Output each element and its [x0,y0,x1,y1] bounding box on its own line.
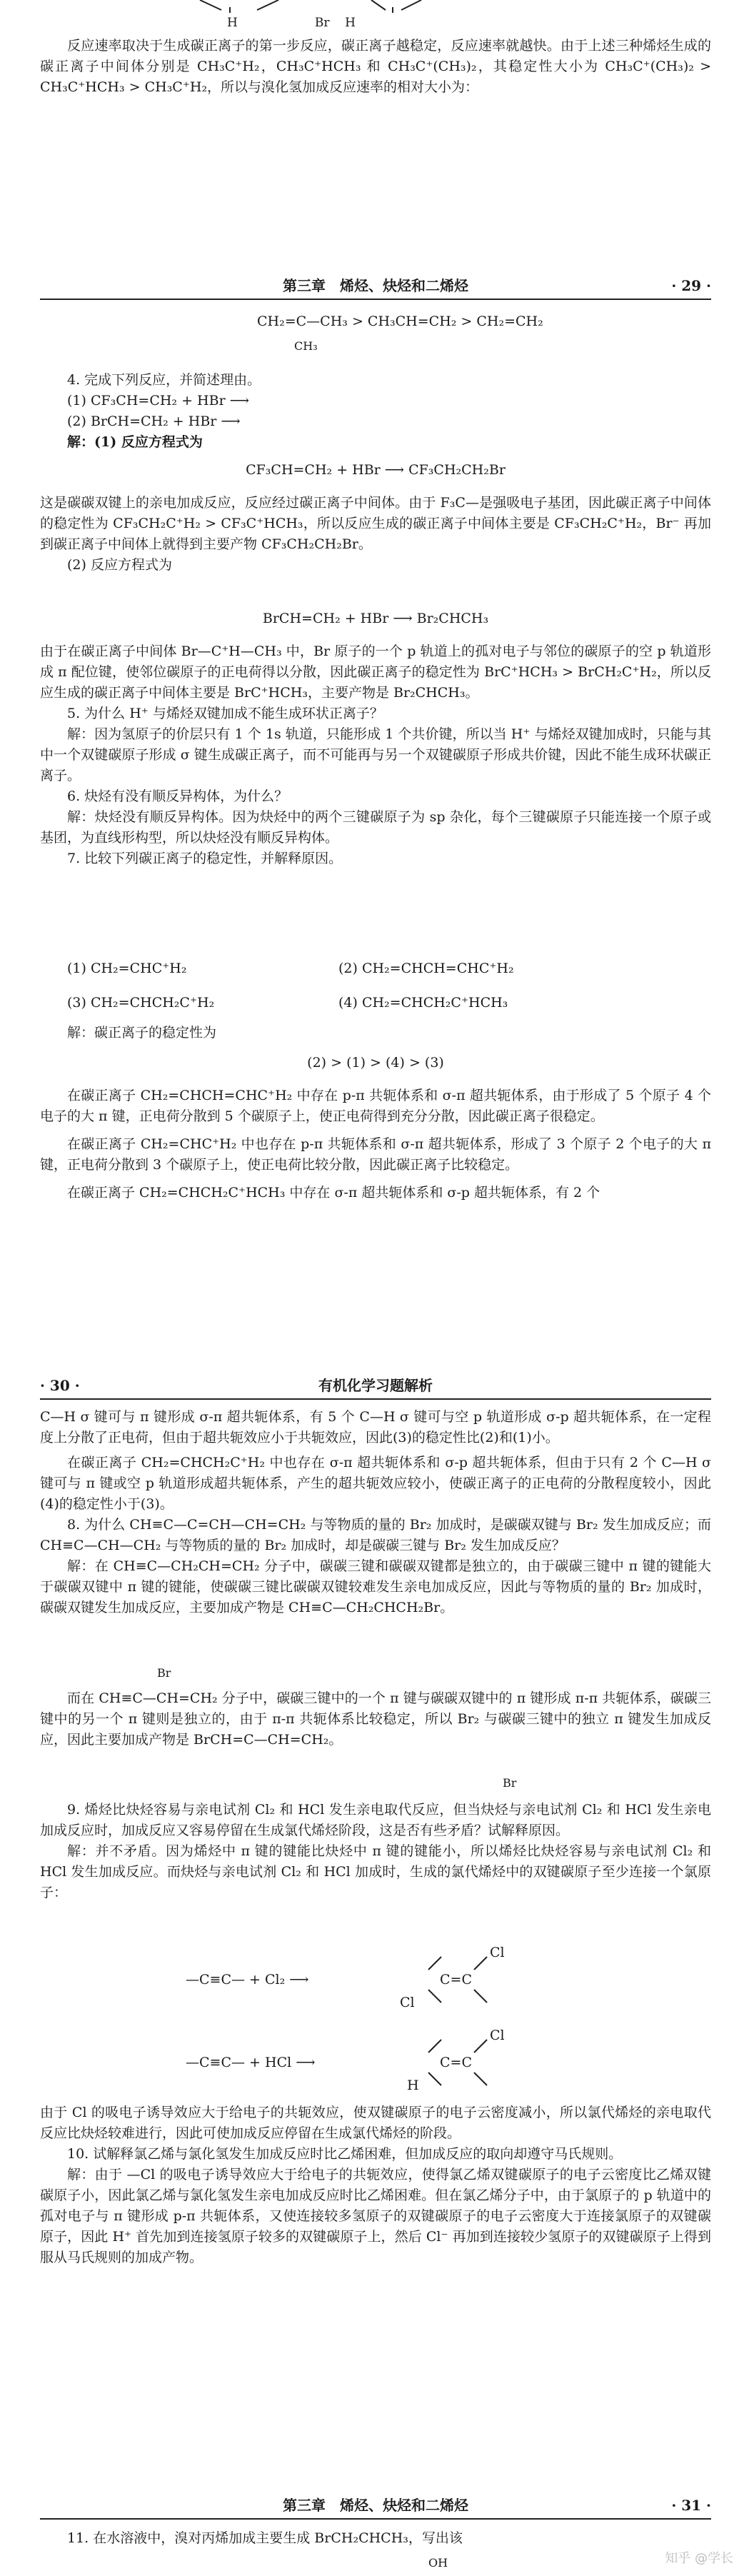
paragraph: 这是碳碳双键上的亲电加成反应，反应经过碳正离子中间体。由于 F₃C—是强吸电子基团，因此碳正离子中间体的稳定性为 CF₃CH₂C⁺H₂ > CF₃C⁺HCH₃，所以反应生成的碳正离子中间体主要是 CF₃CH₂C⁺H₂，Br⁻ 再加到碳正离子中间体上就得到主要产物 CF₃CH₂CH₂Br。 [40,495,711,552]
bromine-substituent: Br [503,1776,517,1790]
hydroxyl-substituent: OH [428,2556,448,2570]
question-8: 8. 为什么 CH≡C—C=CH—CH=CH₂ 与等物质的量的 Br₂ 加成时，是碳碳双键与 Br₂ 发生加成反应；而 CH≡C—CH—CH₂ 与等物质的量的 Br₂ 加成时，却是碳碳三键与 Br₂ 发生加成反应？ [40,1517,711,1553]
reaction-1-reactants: —C≡C— + Cl₂ ⟶ [186,1972,309,1988]
page29-body-b [40,493,711,576]
solution-4-1: 解：(1) 反应方程式为 [67,434,203,450]
paragraph: 由于在碳正离子中间体 Br—C⁺H—CH₃ 中，Br 原子的一个 p 轨道上的孤对电子与邻位的碳原子的空 p 轨道形成 π 配位键，使邻位碳原子的正电荷得以分散，因此碳正离子的稳定性为 BrC⁺HCH₃ > BrCH₂C⁺H₂，所以反应生成的碳正离子中间体主要是 BrC⁺HCH₃，主要产物是 Br₂CHCH₃。 [40,643,711,701]
watermark: 知乎 @学长 [665,2551,733,2566]
paragraph: 反应速率取决于生成碳正离子的第一步反应，碳正离子越稳定，反应速率就越快。由于上述三种烯烃生成的碳正离子中间体分别是 CH₃C⁺H₂，CH₃C⁺HCH₃ 和 CH₃C⁺(CH₃)₂，其稳定性大小为 CH₃C⁺(CH₃)₂ > CH₃C⁺HCH₃ > CH₃C⁺H₂，所以与溴化氢加成反应速率的相对大小为： [40,38,711,95]
carbocation-1: (1) CH₂=CHC⁺H₂ [67,961,187,976]
answer-7-head [40,1023,711,1043]
carbocation-3: (3) CH₂=CHCH₂C⁺H₂ [67,995,215,1011]
chlorine-top: Cl [490,1945,505,1960]
chapter-title: 第三章 烯烃、炔烃和二烯烃 [283,2497,468,2514]
chlorine-top: Cl [490,2028,505,2043]
page-gap [0,1286,749,1368]
paragraph: 在碳正离子 CH₂=CHCH=CHC⁺H₂ 中存在 p-π 共轭体系和 σ-π 超共轭体系，由于形成了 5 个原子 4 个电子的大 π 键，正电荷分散到 5 个碳原子上，使正电荷得到充分分散，因此碳正离子很稳定。 [40,1088,711,1124]
hydrogen-bottom: H [407,2078,419,2093]
reactivity-order: CH₂=C—CH₃ > CH₃CH=CH₂ > CH₂=CH₂ [257,314,543,329]
question-7: 7. 比较下列碳正离子的稳定性，并解释原因。 [67,851,343,866]
answer-5: 解：因为氢原子的价层只有 1 个 1s 轨道，只能形成 1 个共价键，所以当 H⁺ 与烯烃双键加成时，只能与其中一个双键碳原子形成 σ 键生成碳正离子，而不可能再与另一个双键碳原子形成共价键，因此不能生成环状碳正离子。 [40,726,711,783]
page30-body-c [40,1800,711,1903]
page-number: · 31 · [671,2497,711,2514]
dichloroalkene-bonds [400,1948,557,2013]
question-4-part-2: (2) BrCH=CH₂ + HBr ⟶ [67,414,241,429]
reaction-2-reactants: —C≡C— + HCl ⟶ [186,2055,316,2070]
paragraph: C—H σ 键可与 π 键形成 σ-π 超共轭体系，有 5 个 C—H σ 键可与空 p 轨道形成 σ-p 超共轭体系，在一定程度上分散了正电荷，但由于超共轭效应小于共轭效应，因此(3)的稳定性比(2)和(1)小。 [40,1409,711,1445]
page-gap [0,2382,749,2490]
carbocation-list [67,958,638,979]
header-rule [40,1398,711,1400]
double-bond-core: C=C [440,1972,472,1988]
page30-body-d [40,2103,711,2268]
page30-body-b [40,1688,711,1750]
page-number: · 29 · [671,277,711,294]
paragraph: 由于 Cl 的吸电子诱导效应大于给电子的共轭效应，使双键碳原子的电子云密度减小，所以氯代烯烃的亲电取代反应比炔烃较难进行，因此可使加成反应停留在生成氯代烯烃的阶段。 [40,2105,711,2141]
chapter-title: 第三章 烯烃、炔烃和二烯烃 [283,277,468,294]
top-paragraph [40,36,711,98]
page29-body-c [40,641,711,869]
page-number: · 30 · [40,1377,80,1394]
question-9: 9. 烯烃比炔烃容易与亲电试剂 Cl₂ 和 HCl 发生亲电取代反应，但当炔烃与亲电试剂 Cl₂ 和 HCl 发生亲电加成反应时，加成反应又容易停留在生成氯代烯烃阶段，这是否有些矛盾？试解释原因。 [40,1802,711,1838]
reactivity-order-substituent: CH₃ [294,339,318,353]
answer-8-part-2: 而在 CH≡C—CH=CH₂ 分子中，碳碳三键中的一个 π 键与碳碳双键中的 π 键形成 π-π 共轭体系，碳碳三键中的另一个 π 键则是独立的，由于 π-π 共轭体系比较稳定，所以 Br₂ 与碳碳三键中的独立 π 键发生加成反应，因此主要加成产物是 BrCH=C—CH=CH₂。 [40,1690,711,1748]
header-rule [40,299,711,300]
paragraph: 在碳正离子 CH₂=CHC⁺H₂ 中也存在 p-π 共轭体系和 σ-π 超共轭体系，形成了 3 个原子 2 个电子的大 π 键，正电荷分散到 3 个碳原子上，使正电荷比较分散，因此碳正离子比较稳定。 [40,1136,711,1173]
paragraph: 在碳正离子 CH₂=CHCH₂C⁺H₂ 中也存在 σ-π 超共轭体系和 σ-p 超共轭体系，但由于只有 2 个 C—H σ 键可与 π 键或空 p 轨道形成超共轭体系，产生的超共轭效应较小，使碳正离子的正电荷的分散程度较小，因此(4)的稳定性小于(3)。 [40,1455,711,1512]
answer-10: 解：由于 —Cl 的吸电子诱导效应大于给电子的共轭效应，使得氯乙烯双键碳原子的电子云密度比乙烯双键碳原子小，因此氯乙烯与氯化氢发生亲电加成反应时比乙烯困难。但在氯乙烯分子中，由于氯原子的 p 轨道中的孤对电子与 π 键形成 p-π 共轭体系，又使连接较多氢原子的双键碳原子的电子云密度大于连接氯原子的双键碳原子，因此 H⁺ 首先加到连接氢原子较多的双键碳原子上，然后 Cl⁻ 再加到连接较少氢原子的双键碳原子上得到服从马氏规则的加成产物。 [40,2167,711,2265]
question-4: 4. 完成下列反应，并简述理由。 [67,372,261,388]
chloroalkene-bonds [400,2031,557,2095]
question-11: 11. 在水溶液中，溴对丙烯加成主要生成 BrCH₂CHCH₃，写出该 [67,2530,463,2546]
equation-2: BrCH=CH₂ + HBr ⟶ Br₂CHCH₃ [262,611,489,626]
page30-body-a [40,1407,711,1618]
paragraph: 在碳正离子 CH₂=CHCH₂C⁺HCH₃ 中存在 σ-π 超共轭体系和 σ-p 超共轭体系，有 2 个 [67,1185,600,1201]
question-5: 5. 为什么 H⁺ 与烯烃双键加成不能生成环状正离子？ [67,706,383,721]
dichloroalkene-structure [400,1945,557,2013]
question-10: 10. 试解释氯乙烯与氯化氢发生加成反应时比乙烯困难，但加成反应的取向却遵守马氏规则。 [67,2146,623,2162]
stability-order: (2) > (1) > (4) > (3) [307,1055,444,1071]
carbocation-2: (2) CH₂=CHCH=CHC⁺H₂ [338,961,514,976]
answer-7-intro: 解：碳正离子的稳定性为 [67,1025,217,1041]
page29-body-d [40,1086,711,1203]
carbocation-4: (4) CH₂=CHCH₂C⁺HCH₃ [338,995,508,1011]
bromine-substituent: Br [157,1666,171,1680]
top-structure-labels: H Br H [227,16,356,30]
carbocation-list [67,993,638,1013]
book-title: 有机化学习题解析 [318,1377,433,1394]
solution-4-2: (2) 反应方程式为 [67,557,172,573]
answer-9: 解：并不矛盾。因为烯烃中 π 键的键能比炔烃中 π 键的键能小，所以烯烃比炔烃容易与亲电试剂 Cl₂ 和 HCl 发生加成反应。而炔烃与亲电试剂 Cl₂ 和 HCl 加成时，生成的氯代烯烃中的双键碳原子至少连接一个氯原子： [40,1843,711,1900]
question-4-part-1: (1) CF₃CH=CH₂ + HBr ⟶ [67,393,249,409]
header-rule [40,2518,711,2520]
answer-8-part-1: 解：在 CH≡C—CH₂CH=CH₂ 分子中，碳碳三键和碳碳双键都是独立的，由于碳碳三键中 π 键的键能大于碳碳双键中 π 键的键能，使碳碳三键比碳碳双键较难发生亲电加成反应，因此与等物质的量的 Br₂ 加成时，碳碳双键发生加成反应，主要加成产物是 CH≡C—CH₂CHCH₂Br。 [40,1558,711,1615]
page31-body [40,2528,711,2549]
answer-6: 解：炔烃没有顺反异构体。因为炔烃中的两个三键碳原子为 sp 杂化，每个三键碳原子只能连接一个原子或基团，为直线形构型，所以炔烃没有顺反异构体。 [40,809,711,846]
chlorine-bottom: Cl [400,1995,415,2010]
double-bond-core: C=C [440,2055,472,2070]
question-6: 6. 炔烃有没有顺反异构体，为什么？ [67,788,288,804]
page-gap [0,143,749,264]
equation-1: CF₃CH=CH₂ + HBr ⟶ CF₃CH₂CH₂Br [246,462,506,478]
chloroalkene-structure [400,2028,557,2095]
page29-body-a [40,370,711,453]
